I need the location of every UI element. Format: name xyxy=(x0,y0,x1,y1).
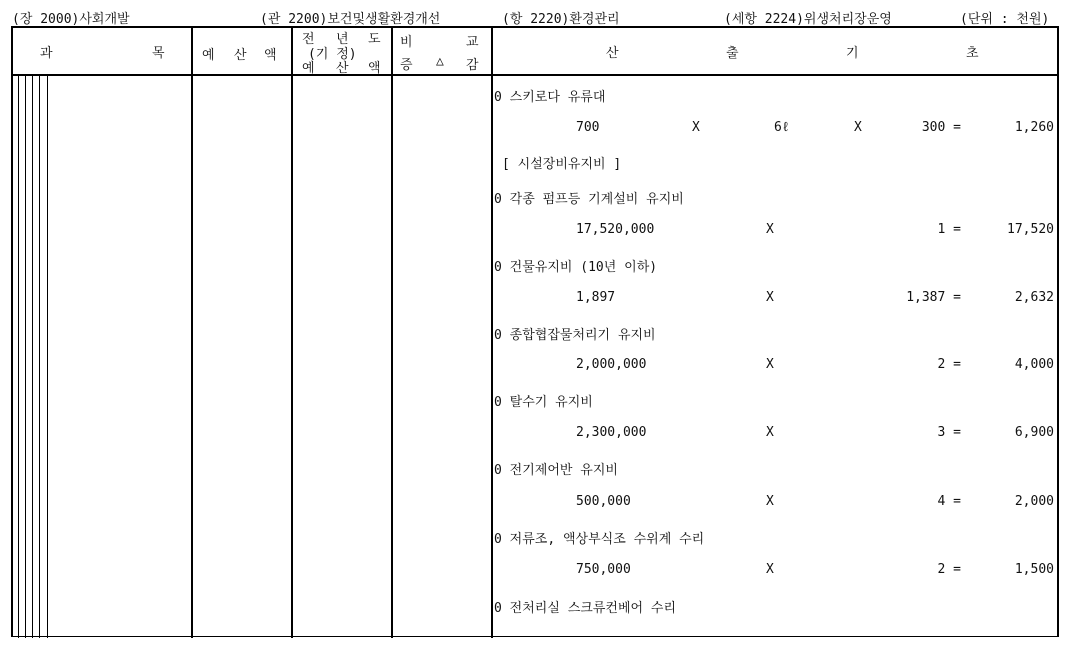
col-calc-4: 초 xyxy=(966,46,979,61)
divider-subject xyxy=(191,26,193,638)
subject-rule-3 xyxy=(32,76,33,638)
calc-total: 6,900 xyxy=(1014,425,1054,440)
calc-amount: 17,520,000 xyxy=(576,222,655,237)
calc-multiply: X xyxy=(766,425,774,440)
col-budget-3: 액 xyxy=(264,48,277,63)
col-budget-1: 예 xyxy=(202,48,215,63)
col-cmp-bot-3: 감 xyxy=(466,58,479,73)
col-subject-2: 목 xyxy=(152,46,165,61)
subject-rule-1 xyxy=(18,76,19,638)
calc-multiply: X xyxy=(692,120,700,135)
header-hang: (항 2220)환경관리 xyxy=(502,12,620,27)
item-row: 0 전처리실 스크류컨베어 수리 xyxy=(494,601,677,616)
subject-rule-5 xyxy=(47,76,48,638)
calc-quantity: 6ℓ xyxy=(774,120,790,135)
calc-total: 1,260 xyxy=(1014,120,1054,135)
item-row: 0 건물유지비 (10년 이하) xyxy=(494,260,658,275)
calc-total: 17,520 xyxy=(1007,222,1054,237)
col-prev-bot-1: 예 xyxy=(302,61,315,76)
subject-rule-2 xyxy=(25,76,26,638)
col-budget-2: 산 xyxy=(234,48,247,63)
calc-factor: 1 = xyxy=(937,222,961,237)
calc-factor: 3 = xyxy=(937,425,961,440)
calc-multiply: X xyxy=(766,290,774,305)
table-bottom xyxy=(11,636,1059,637)
divider-prev xyxy=(391,26,393,638)
col-prev-bot-3: 액 xyxy=(368,61,381,76)
section-title: [ 시설장비유지비 ] xyxy=(502,157,622,172)
calc-multiply: X xyxy=(766,562,774,577)
subject-rule-4 xyxy=(39,76,40,638)
item-row: 0 종합협잡물처리기 유지비 xyxy=(494,328,656,343)
item-row: 0 전기제어반 유지비 xyxy=(494,463,618,478)
col-cmp-top-2: 교 xyxy=(466,35,479,50)
header-jang: (장 2000)사회개발 xyxy=(12,12,130,27)
col-prev-mid: (기 정) xyxy=(308,47,357,62)
col-cmp-bot-1: 증 xyxy=(400,58,413,73)
col-prev-top-1: 전 xyxy=(302,32,315,47)
calc-multiply: X xyxy=(854,120,862,135)
calc-multiply: X xyxy=(766,494,774,509)
col-prev-top-3: 도 xyxy=(368,32,381,47)
calc-amount: 750,000 xyxy=(576,562,631,577)
calc-factor: 300 = xyxy=(921,120,961,135)
col-calc-3: 기 xyxy=(846,46,859,61)
calc-amount: 2,000,000 xyxy=(576,357,647,372)
item-row: 0 탈수기 유지비 xyxy=(494,395,593,410)
col-cmp-top-1: 비 xyxy=(400,35,413,50)
calc-multiply: X xyxy=(766,222,774,237)
calc-amount: 2,300,000 xyxy=(576,425,647,440)
divider-compare xyxy=(491,26,493,638)
item-row: 0 각종 펌프등 기계설비 유지비 xyxy=(494,192,684,207)
calc-factor: 2 = xyxy=(937,357,961,372)
calc-amount: 1,897 xyxy=(576,290,616,305)
calc-factor: 1,387 = xyxy=(906,290,961,305)
col-cmp-bot-2: △ xyxy=(436,54,444,69)
calc-multiply: X xyxy=(766,357,774,372)
col-calc-1: 산 xyxy=(606,46,619,61)
calc-total: 4,000 xyxy=(1014,357,1054,372)
calc-total: 2,632 xyxy=(1014,290,1054,305)
calc-factor: 4 = xyxy=(937,494,961,509)
col-subject-1: 과 xyxy=(40,46,53,61)
item-row: 0 저류조, 액상부식조 수위계 수리 xyxy=(494,532,705,547)
col-calc-2: 출 xyxy=(726,46,739,61)
header-gwan: (관 2200)보건및생활환경개선 xyxy=(260,12,441,27)
header-unit: (단위 : 천원) xyxy=(960,12,1050,27)
calc-total: 2,000 xyxy=(1014,494,1054,509)
header-separator xyxy=(11,74,1059,76)
calc-amount: 700 xyxy=(576,120,600,135)
divider-budget xyxy=(291,26,293,638)
calc-total: 1,500 xyxy=(1014,562,1054,577)
header-sehang: (세항 2224)위생처리장운영 xyxy=(724,12,892,27)
item-row: 0 스키로다 유류대 xyxy=(494,90,606,105)
col-prev-top-2: 년 xyxy=(336,32,349,47)
col-prev-bot-2: 산 xyxy=(336,61,349,76)
calc-amount: 500,000 xyxy=(576,494,631,509)
calc-factor: 2 = xyxy=(937,562,961,577)
